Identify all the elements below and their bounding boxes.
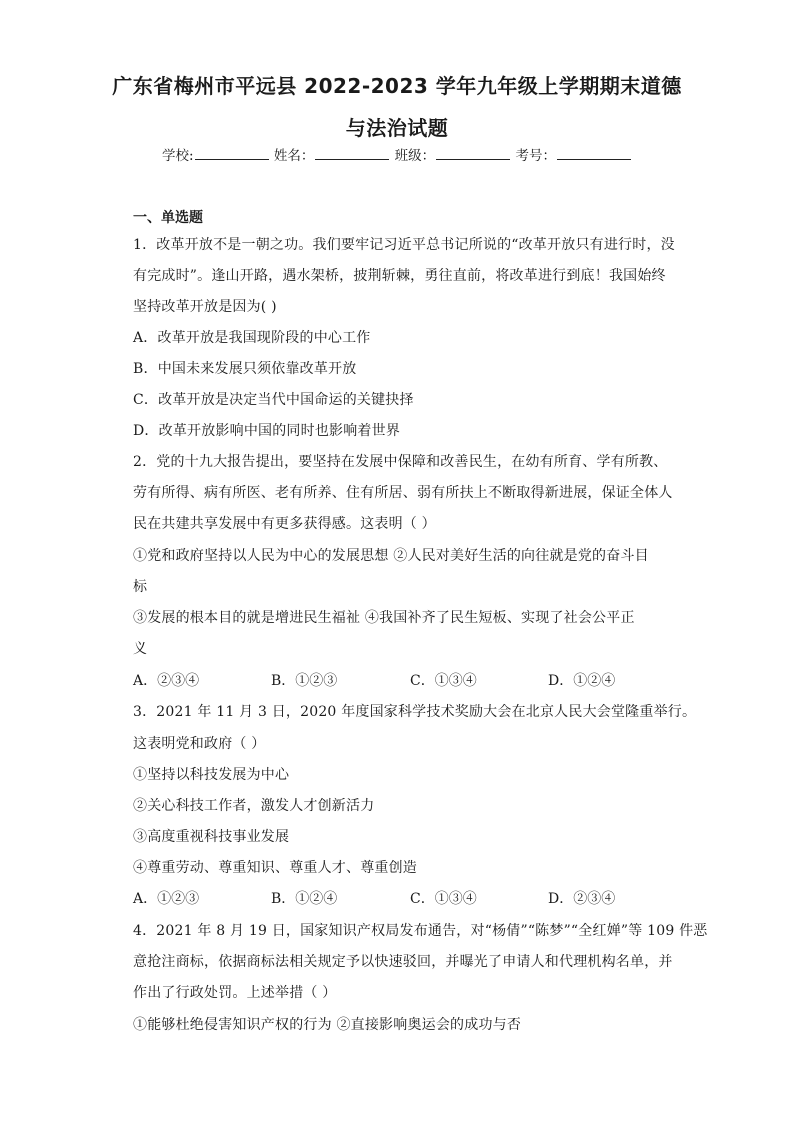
question-2-choice-b: B．①②③ [271,673,338,689]
question-1-option-d: D．改革开放影响中国的同时也影响着世界 [133,423,401,439]
question-2-choice-c: C．①③④ [410,673,477,689]
question-3-choice-d: D．②③④ [548,891,616,907]
class-label: 班级： [394,148,436,164]
question-2-choice-d: D．①②④ [548,673,616,689]
question-2-statement-line-2: 标 [133,579,148,595]
exam-title-line-1: 广东省梅州市平远县 2022-2023 学年九年级上学期期末道德 [112,74,682,98]
question-1-line-2: 有完成时”。逢山开路，遇水架桥，披荆斩棘，勇往直前，将改革进行到底！我国始终 [133,268,666,284]
school-label: 学校: [162,148,194,164]
question-2-choice-a: A．②③④ [133,673,200,689]
student-info-row [0,144,794,164]
question-4-line-1: 4．2021 年 8 月 19 日，国家知识产权局发布通告，对“杨倩”“陈梦”“全红婵”等 109 件恶 [133,923,708,939]
question-3-statement-1: ①坚持以科技发展为中心 [133,767,290,783]
question-1-option-a: A．改革开放是我国现阶段的中心工作 [133,330,371,346]
question-1-option-c: C．改革开放是决定当代中国命运的关键抉择 [133,392,414,408]
question-3-choice-c: C．①③④ [410,891,477,907]
question-2-statement-line-1: ①党和政府坚持以人民为中心的发展思想 ②人民对美好生活的向往就是党的奋斗目 [133,548,649,564]
question-3-line-2: 这表明党和政府（ ） [133,736,266,752]
question-4-statement-line-1: ①能够杜绝侵害知识产权的行为 ②直接影响奥运会的成功与否 [133,1017,522,1033]
question-1-option-b: B．中国未来发展只须依靠改革开放 [133,361,357,377]
question-2-statement-line-4: 义 [133,641,148,657]
number-label: 考号： [515,148,556,164]
question-2-statement-line-3: ③发展的根本目的就是增进民生福祉 ④我国补齐了民生短板、实现了社会公平正 [133,610,635,626]
question-2-line-3: 民在共建共享发展中有更多获得感。这表明（ ） [133,516,436,532]
question-2-line-2: 劳有所得、病有所医、老有所养、住有所居、弱有所扶上不断取得新进展，保证全体人 [133,485,673,501]
question-1-line-1: 1．改革开放不是一朝之功。我们要牢记习近平总书记所说的“改革开放只有进行时，没 [133,237,675,253]
question-3-statement-4: ④尊重劳动、尊重知识、尊重人才、尊重创造 [133,860,417,876]
question-3-statement-2: ②关心科技工作者，激发人才创新活力 [133,798,375,814]
question-3-choice-a: A．①②③ [133,891,200,907]
question-4-line-3: 作出了行政处罚。上述举措（ ） [133,985,337,1001]
question-3-choice-b: B．①②④ [271,891,338,907]
question-2-line-1: 2．党的十九大报告提出，要坚持在发展中保障和改善民生，在幼有所育、学有所教、 [133,454,668,470]
section-heading: 一、单选题 [133,210,203,226]
number-blank[interactable] [557,146,631,160]
question-3-line-1: 3．2021 年 11 月 3 日，2020 年度国家科学技术奖励大会在北京人民大会堂隆重举行。 [133,704,697,720]
question-1-line-3: 坚持改革开放是因为( ) [133,299,277,315]
name-label: 姓名： [273,148,315,164]
exam-title-line-2: 与法治试题 [345,116,449,140]
question-4-line-2: 意抢注商标，依据商标法相关规定予以快速驳回，并曝光了申请人和代理机构名单，并 [133,954,673,970]
question-3-statement-3: ③高度重视科技事业发展 [133,829,290,845]
school-blank[interactable] [195,146,269,160]
name-blank[interactable] [315,146,389,160]
class-blank[interactable] [436,146,510,160]
